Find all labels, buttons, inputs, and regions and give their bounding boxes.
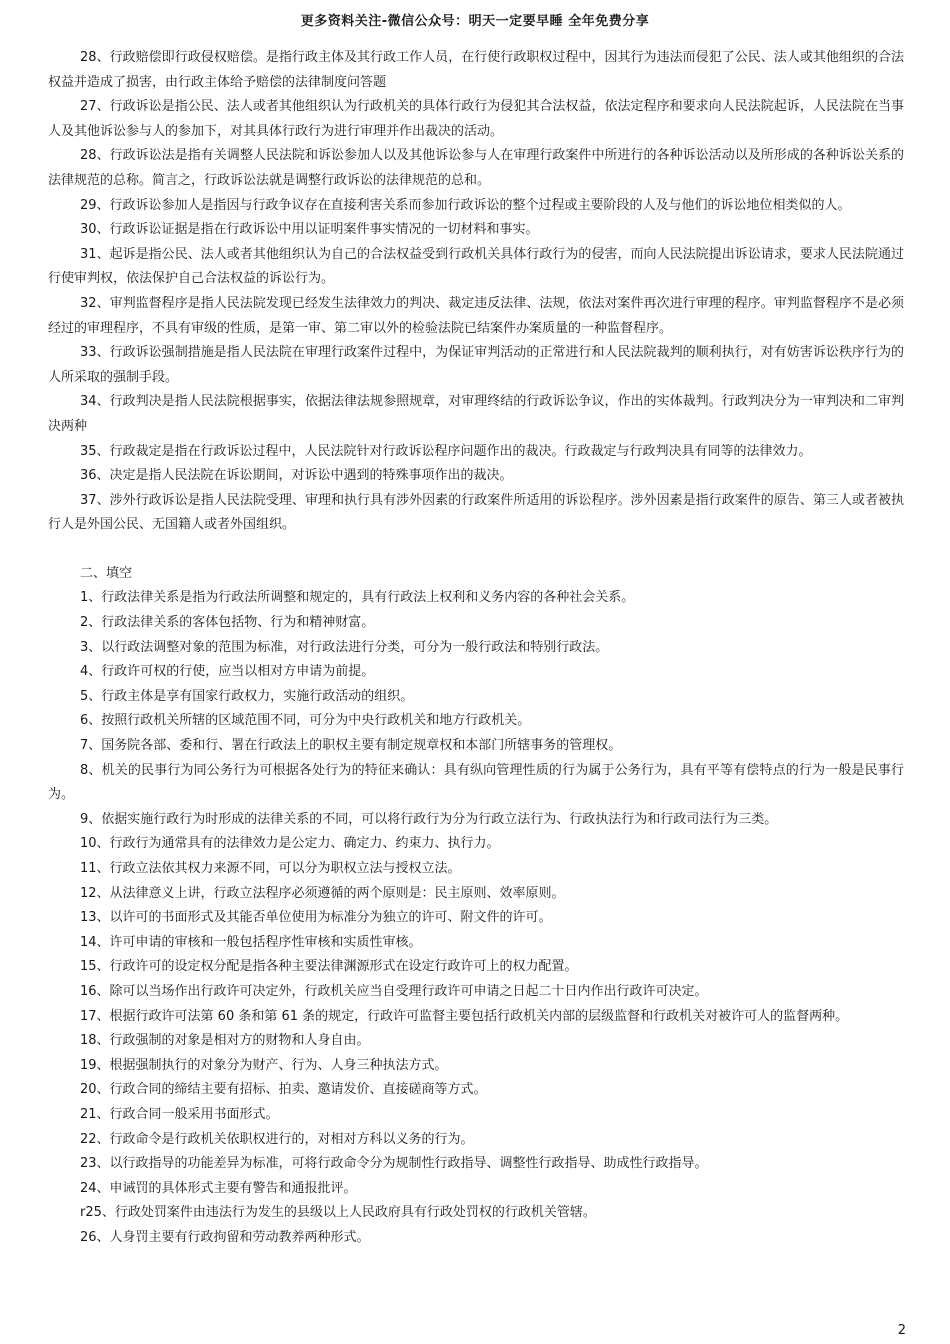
- fill-item: 16、除可以当场作出行政许可决定外，行政机关应当自受理行政许可申请之日起二十日内作出行政许可决定。: [80, 983, 708, 999]
- fill-item: 11、行政立法依其权力来源不同，可以分为职权立法与授权立法。: [80, 861, 461, 876]
- definition-item: 33、行政诉讼强制措施是指人民法院在审理行政案件过程中，为保证审判活动的正常进行和人民法院裁判的顺利执行，对有妨害诉讼秩序行为的人所采取的强制手段。: [48, 345, 904, 385]
- definition-item: 28、行政赔偿即行政侵权赔偿。是指行政主体及其行政工作人员，在行使行政职权过程中，因其行为违法而侵犯了公民、法人或其他组织的合法权益并造成了损害，由行政主体给予赔偿的法律制度问答题: [48, 50, 904, 90]
- definition-item: 34、行政判决是指人民法院根据事实，依据法律法规参照规章，对审理终结的行政诉讼争议，作出的实体裁判。行政判决分为一审判决和二审判决两种: [48, 394, 904, 434]
- definition-item: 35、行政裁定是指在行政诉讼过程中，人民法院针对行政诉讼程序问题作出的裁决。行政裁定与行政判决具有同等的法律效力。: [80, 443, 812, 459]
- fill-item: 6、按照行政机关所辖的区域范围不同，可分为中央行政机关和地方行政机关。: [80, 713, 531, 729]
- fill-item: 13、以许可的书面形式及其能否单位使用为标准分为独立的许可、附文件的许可。: [80, 910, 552, 926]
- definitions-list: [48, 46, 904, 538]
- fill-item: 24、申诫罚的具体形式主要有警告和通报批评。: [80, 1180, 357, 1196]
- fill-item: r25、行政处罚案件由违法行为发生的县级以上人民政府具有行政处罚权的行政机关管辖。: [80, 1205, 596, 1221]
- document-body: [48, 46, 904, 1251]
- fill-item: 18、行政强制的对象是相对方的财物和人身自由。: [80, 1033, 370, 1049]
- fill-item: 20、行政合同的缔结主要有招标、拍卖、邀请发价、直接磋商等方式。: [80, 1082, 487, 1098]
- definition-item: 27、行政诉讼是指公民、法人或者其他组织认为行政机关的具体行政行为侵犯其合法权益，依法定程序和要求向人民法院起诉，人民法院在当事人及其他诉讼参与人的参加下，对其具体行政行为进行审理并作出裁决的活动。: [48, 99, 904, 139]
- fill-item: 17、根据行政许可法第 60 条和第 61 条的规定，行政许可监督主要包括行政机关内部的层级监督和行政机关对被许可人的监督两种。: [80, 1008, 849, 1024]
- fill-item: 12、从法律意义上讲，行政立法程序必须遵循的两个原则是：民主原则、效率原则。: [80, 885, 565, 901]
- fill-item: 1、行政法律关系是指为行政法所调整和规定的，具有行政法上权利和义务内容的各种社会关系。: [80, 590, 635, 606]
- fill-item: 5、行政主体是享有国家行政权力，实施行政活动的组织。: [80, 688, 414, 704]
- fill-item: 26、人身罚主要有行政拘留和劳动教养两种形式。: [80, 1229, 370, 1245]
- definition-item: 31、起诉是指公民、法人或者其他组织认为自己的合法权益受到行政机关具体行政行为的侵害，而向人民法院提出诉讼请求，要求人民法院通过行使审判权，依法保护自己合法权益的诉讼行为。: [48, 246, 904, 287]
- definition-item: 28、行政诉讼法是指有关调整人民法院和诉讼参加人以及其他诉讼参与人在审理行政案件中所进行的各种诉讼活动以及所形成的各种诉讼关系的法律规范的总称。简言之，行政诉讼法就是调整行政诉讼的法律规范的总和。: [48, 148, 904, 188]
- definition-item: 37、涉外行政诉讼是指人民法院受理、审理和执行具有涉外因素的行政案件所适用的诉讼程序。涉外因素是指行政案件的原告、第三人或者被执行人是外国公民、无国籍人或者外国组织。: [48, 492, 904, 533]
- fill-item: 21、行政合同一般采用书面形式。: [80, 1106, 279, 1122]
- page-number: 2: [897, 1323, 906, 1338]
- section-title: 二、填空: [80, 565, 133, 581]
- fill-item: 23、以行政指导的功能差异为标准，可将行政命令分为规制性行政指导、调整性行政指导、助成性行政指导。: [80, 1156, 708, 1172]
- definition-item: 36、决定是指人民法院在诉讼期间，对诉讼中遇到的特殊事项作出的裁决。: [80, 468, 513, 484]
- fill-item: 8、机关的民事行为同公务行为可根据各处行为的特征来确认：具有纵向管理性质的行为属于公务行为，具有平等有偿特点的行为一般是民事行为。: [48, 762, 904, 803]
- fill-in-list: [48, 586, 904, 1250]
- definition-item: 29、行政诉讼参加人是指因与行政争议存在直接利害关系而参加行政诉讼的整个过程或主要阶段的人及与他们的诉讼地位相类似的人。: [80, 197, 851, 213]
- fill-item: 15、行政许可的设定权分配是指各种主要法律渊源形式在设定行政许可上的权力配置。: [80, 959, 578, 975]
- page-header: 更多资料关注-微信公众号：明天一定要早睡 全年免费分享: [300, 14, 650, 29]
- fill-item: 19、根据强制执行的对象分为财产、行为、人身三种执法方式。: [80, 1057, 448, 1073]
- fill-item: 9、依据实施行政行为时形成的法律关系的不同，可以将行政行为分为行政立法行为、行政执法行为和行政司法行为三类。: [80, 811, 778, 827]
- fill-item: 2、行政法律关系的客体包括物、行为和精神财富。: [80, 615, 375, 631]
- fill-item: 7、国务院各部、委和行、署在行政法上的职权主要有制定规章权和本部门所辖事务的管理权。: [80, 738, 622, 754]
- fill-item: 3、以行政法调整对象的范围为标准，对行政法进行分类，可分为一般行政法和特别行政法。: [80, 639, 609, 655]
- fill-item: 4、行政许可权的行使，应当以相对方申请为前提。: [80, 664, 375, 680]
- fill-item: 14、许可申请的审核和一般包括程序性审核和实质性审核。: [80, 934, 422, 950]
- definition-item: 32、审判监督程序是指人民法院发现已经发生法律效力的判决、裁定违反法律、法规，依法对案件再次进行审理的程序。审判监督程序不是必须经过的审理程序，不具有审级的性质，是第一审、第二审以外的检验法院已结案件办案质量的一种监督程序。: [48, 295, 904, 336]
- definition-item: 30、行政诉讼证据是指在行政诉讼中用以证明案件事实情况的一切材料和事实。: [80, 222, 539, 238]
- fill-item: 22、行政命令是行政机关依职权进行的，对相对方科以义务的行为。: [80, 1131, 474, 1147]
- fill-item: 10、行政行为通常具有的法律效力是公定力、确定力、约束力、执行力。: [80, 836, 500, 852]
